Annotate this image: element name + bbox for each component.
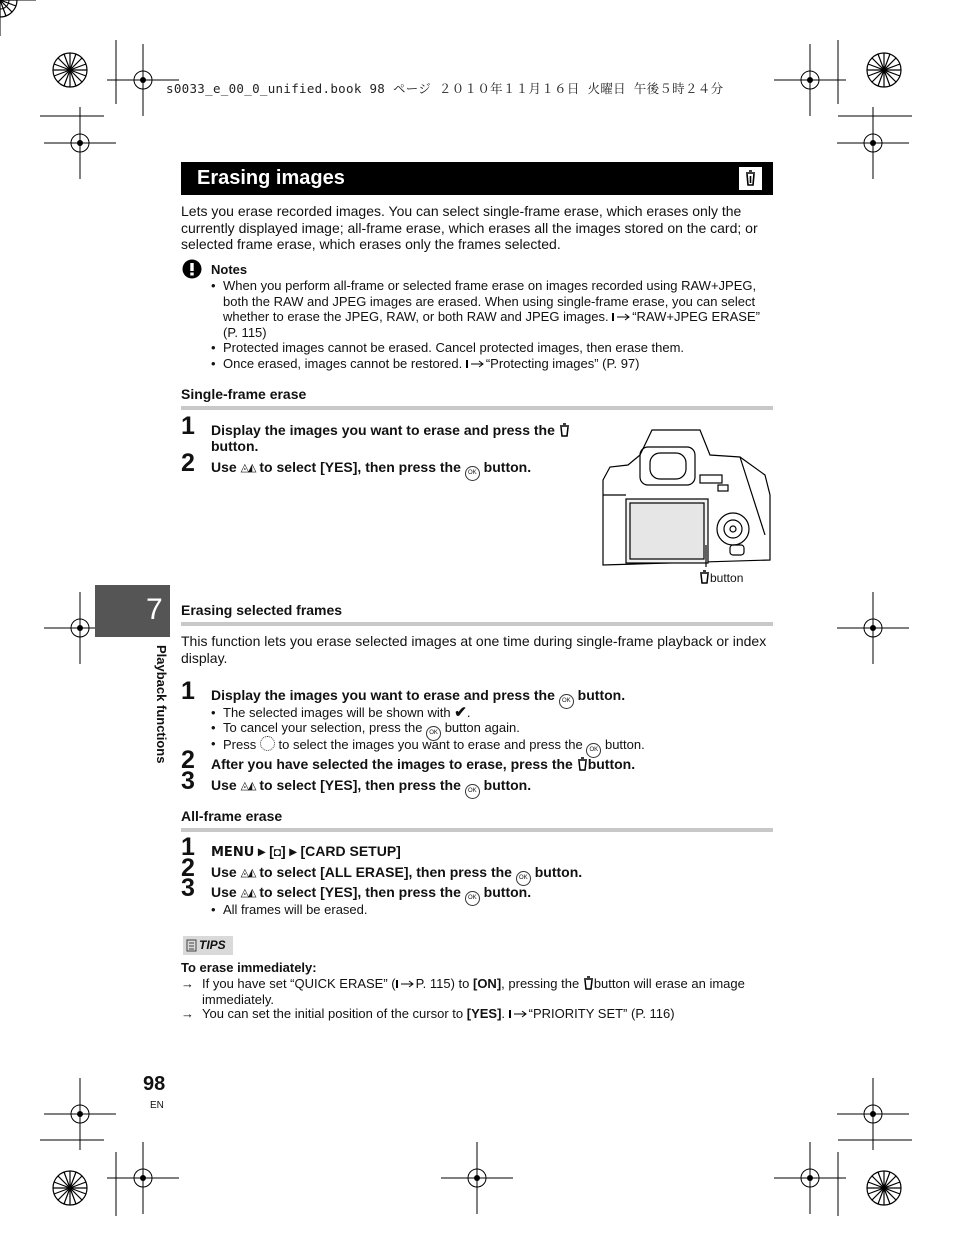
reference-icon xyxy=(509,1009,529,1019)
step-bullet: • The selected images will be shown with ✔. xyxy=(211,705,771,721)
camera-back-illustration xyxy=(600,425,772,567)
step-text: MENU ▸ [◘] ▸ [CARD SETUP] xyxy=(211,843,401,860)
arrow-pad-icon xyxy=(260,736,275,751)
tips-heading: To erase immediately: xyxy=(181,960,317,975)
trash-icon xyxy=(583,976,594,990)
section-rule xyxy=(181,622,773,626)
ok-icon: OK xyxy=(465,784,480,799)
chapter-label: Playback functions xyxy=(154,645,169,764)
language-code: EN xyxy=(150,1100,164,1111)
trash-icon xyxy=(738,166,763,191)
up-down-arrows-icon: ◬◭ xyxy=(240,780,256,792)
tips-line: → If you have set “QUICK ERASE” ( P. 115) to [ON], pressing the button will erase an image immediately. xyxy=(181,976,745,1007)
step-number: 1 xyxy=(181,677,195,705)
selected-intro: This function lets you erase selected images at one time during single-frame playback or index display. xyxy=(181,633,767,666)
checkmark-icon: ✔ xyxy=(454,704,467,721)
page-number: 98 xyxy=(143,1073,166,1095)
up-down-arrows-icon: ◬◭ xyxy=(240,887,256,899)
tips-line: → You can set the initial position of the cursor to [YES]. “PRIORITY SET” (P. 116) xyxy=(181,1006,675,1021)
step-number: 1 xyxy=(181,412,195,440)
step-number: 1 xyxy=(181,833,195,861)
up-down-arrows-icon: ◬◭ xyxy=(240,867,256,879)
step-text: Use ◬◭ to select [ALL ERASE], then press the OK button. xyxy=(211,864,771,886)
step-number: 3 xyxy=(181,874,195,902)
ok-icon: OK xyxy=(465,891,480,906)
step-bullet: • Press to select the images you want to erase and press the OK button. xyxy=(211,736,771,758)
trash-icon xyxy=(559,423,570,437)
reference-icon xyxy=(466,359,486,369)
chapter-number: 7 xyxy=(146,593,163,626)
trash-icon xyxy=(577,757,588,771)
ok-icon: OK xyxy=(516,871,531,886)
note-item: • Protected images cannot be erased. Cancel protected images, then erase them. xyxy=(211,340,773,356)
playback-menu-icon: ◘ xyxy=(273,845,281,859)
intro-text: Lets you erase recorded images. You can select single-frame erase, which erases only the currently displayed image; all-frame erase, which erases all the images stored on the card; or selected frame erase, which erases only the frames selected. xyxy=(181,203,758,252)
step-text: Use ◬◭ to select [YES], then press the OK button. xyxy=(211,884,771,906)
step-number: 2 xyxy=(181,746,195,774)
up-down-arrows-icon: ◬◭ xyxy=(240,462,256,474)
step-number: 2 xyxy=(181,854,195,882)
memo-icon xyxy=(186,939,197,952)
notes-heading: Notes xyxy=(211,262,248,277)
ok-icon: OK xyxy=(559,694,574,709)
section-heading-selected: Erasing selected frames xyxy=(181,602,343,618)
trash-icon xyxy=(699,570,710,584)
section-rule xyxy=(181,828,773,832)
chapter-tab xyxy=(95,585,170,637)
step-number: 2 xyxy=(181,449,195,477)
tips-badge: TIPS xyxy=(183,936,233,955)
step-text: Display the images you want to erase and press the OK button. xyxy=(211,687,771,709)
step-bullet: • All frames will be erased. xyxy=(211,902,771,918)
reference-icon xyxy=(396,979,416,989)
ok-icon: OK xyxy=(465,466,480,481)
section-heading-all: All-frame erase xyxy=(181,808,283,824)
step-bullet: • To cancel your selection, press the OK button again. xyxy=(211,720,771,741)
title-bar xyxy=(181,162,773,195)
menu-label: MENU xyxy=(211,845,255,860)
print-header: s0033_e_00_0_unified.book 98 ページ ２０１０年１１月１６日 火曜日 午後５時２４分 xyxy=(166,81,724,96)
ok-icon: OK xyxy=(426,726,441,741)
note-item: • Once erased, images cannot be restored. “Protecting images” (P. 97) xyxy=(211,356,773,372)
exclamation-icon xyxy=(182,259,202,279)
step-number: 3 xyxy=(181,767,195,795)
note-item: • When you perform all-frame or selected frame erase on images recorded using RAW+JPEG, both the RAW and JPEG images are erased. When using single-frame erase, you can select whether to erase the JPEG, RAW, or both RAW and JPEG images. “RAW+JPEG ERASE” (P. 115) xyxy=(211,278,773,340)
camera-caption: button xyxy=(699,570,743,585)
section-heading-single: Single-frame erase xyxy=(181,386,307,402)
step-text: Display the images you want to erase and press the button. xyxy=(211,422,591,454)
page-title: Erasing images xyxy=(197,167,345,189)
section-rule xyxy=(181,406,773,410)
ok-icon: OK xyxy=(586,743,601,758)
step-text: After you have selected the images to erase, press the button. xyxy=(211,756,636,772)
step-text: Use ◬◭ to select [YES], then press the OK button. xyxy=(211,777,771,799)
reference-icon xyxy=(612,312,632,322)
step-text: Use ◬◭ to select [YES], then press the OK button. xyxy=(211,459,591,481)
